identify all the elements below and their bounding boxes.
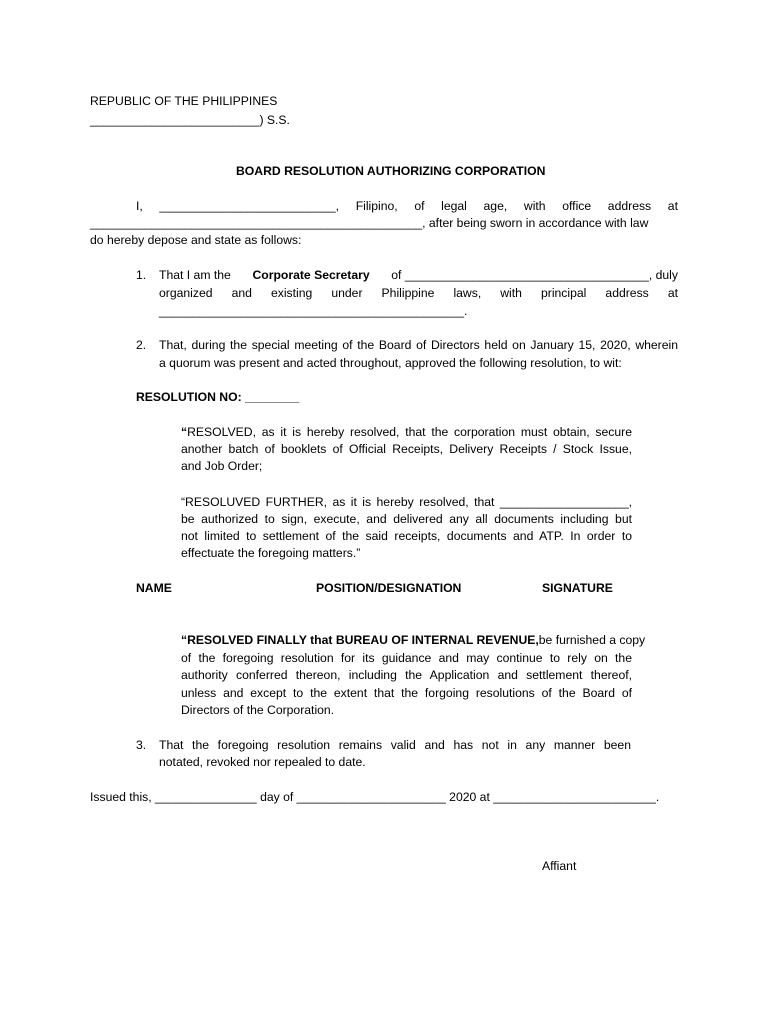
resolved-1-line-3: and Job Order; — [181, 459, 263, 473]
issued-line: Issued this, _______________ day of ______________________ 2020 at ________________________. — [90, 790, 660, 804]
item-3-number: 3. — [136, 738, 147, 752]
bir-clause: “RESOLVED FINALLY that BUREAU OF INTERNAL REVENUE, — [181, 633, 539, 647]
intro-word: office — [562, 199, 592, 213]
intro-word: legal — [441, 199, 467, 213]
resolved-1-line-2: another batch of booklets of Official Receipts, Delivery Receipts / Stock Issue, — [181, 442, 632, 456]
item-3-line-2: notated, revoked nor repealed to date. — [159, 755, 366, 769]
item-1-number: 1. — [136, 268, 147, 282]
item-2-line-2: a quorum was present and acted throughout, approved the following resolution, to wit: — [159, 356, 622, 370]
item-1-line-2: organized and existing under Philippine laws, with principal address at — [159, 286, 678, 300]
resolved-3-line-2: of the foregoing resolution for its guidance and may continue to rely on the — [181, 651, 632, 665]
resolved-3-line-3: authority conferred thereon, including the Application and settlement thereof, — [181, 668, 632, 682]
document-title: BOARD RESOLUTION AUTHORIZING CORPORATION — [236, 164, 546, 178]
corporate-secretary-label: Corporate Secretary — [252, 268, 370, 282]
item-2-number: 2. — [136, 338, 147, 352]
resolved-2-line-3: not limited to settlement of the said receipts, documents and ATP. In order to — [181, 529, 632, 543]
intro-i: I, — [136, 199, 143, 213]
intro-line-2: _________________________________________________, after being sworn in accordance with law — [90, 216, 649, 230]
item-3-line-1: That the foregoing resolution remains valid and has not in any manner been — [159, 738, 631, 752]
name-column-header: NAME — [136, 581, 172, 595]
resolution-number: RESOLUTION NO: ________ — [136, 390, 300, 404]
signature-column-header: SIGNATURE — [542, 581, 613, 595]
intro-word: of — [414, 199, 425, 213]
intro-word: address — [607, 199, 652, 213]
item-1-pre: That I am the — [159, 268, 231, 282]
item-2-line-1: That, during the special meeting of the Board of Directors held on January 15, 2020, wherein — [159, 338, 678, 352]
resolved-3-line-4: unless and except to the extent that the forgoing resolutions of the Board of — [181, 686, 632, 700]
intro-word: with — [523, 199, 546, 213]
intro-line-1 — [136, 198, 678, 215]
ss-line: _________________________) S.S. — [90, 113, 290, 127]
item-1-line-1 — [159, 267, 678, 284]
intro-word: at — [667, 199, 678, 213]
resolved-2-line-2: be authorized to sign, execute, and delivered any all documents including but — [181, 512, 632, 526]
position-column-header: POSITION/DESIGNATION — [316, 581, 462, 595]
resolved-3-rest: be furnished a copy — [538, 633, 646, 647]
name-blank: __________________________, — [159, 199, 340, 213]
intro-word: Filipino, — [355, 199, 398, 213]
intro-word: age, — [483, 199, 508, 213]
affiant-label: Affiant — [542, 859, 577, 873]
resolved-1-text: RESOLVED, as it is hereby resolved, that the corporation must obtain, secure — [187, 425, 632, 439]
resolved-1-line-1 — [181, 424, 632, 441]
resolved-2-line-1: “RESOLUVED FURTHER, as it is hereby resolved, that ___________________, — [181, 495, 632, 509]
open-quote: “ — [181, 425, 188, 439]
resolved-3-line-1 — [181, 632, 646, 649]
resolved-3-line-5: Directors of the Corporation. — [181, 703, 335, 717]
item-1-line-3: _____________________________________________. — [159, 304, 468, 318]
resolved-2-line-4: effectuate the foregoing matters.” — [181, 546, 361, 560]
republic-heading: REPUBLIC OF THE PHILIPPINES — [90, 94, 278, 108]
item-1-post: of ____________________________________, duly — [391, 268, 678, 282]
intro-line-3: do hereby depose and state as follows: — [90, 233, 302, 247]
